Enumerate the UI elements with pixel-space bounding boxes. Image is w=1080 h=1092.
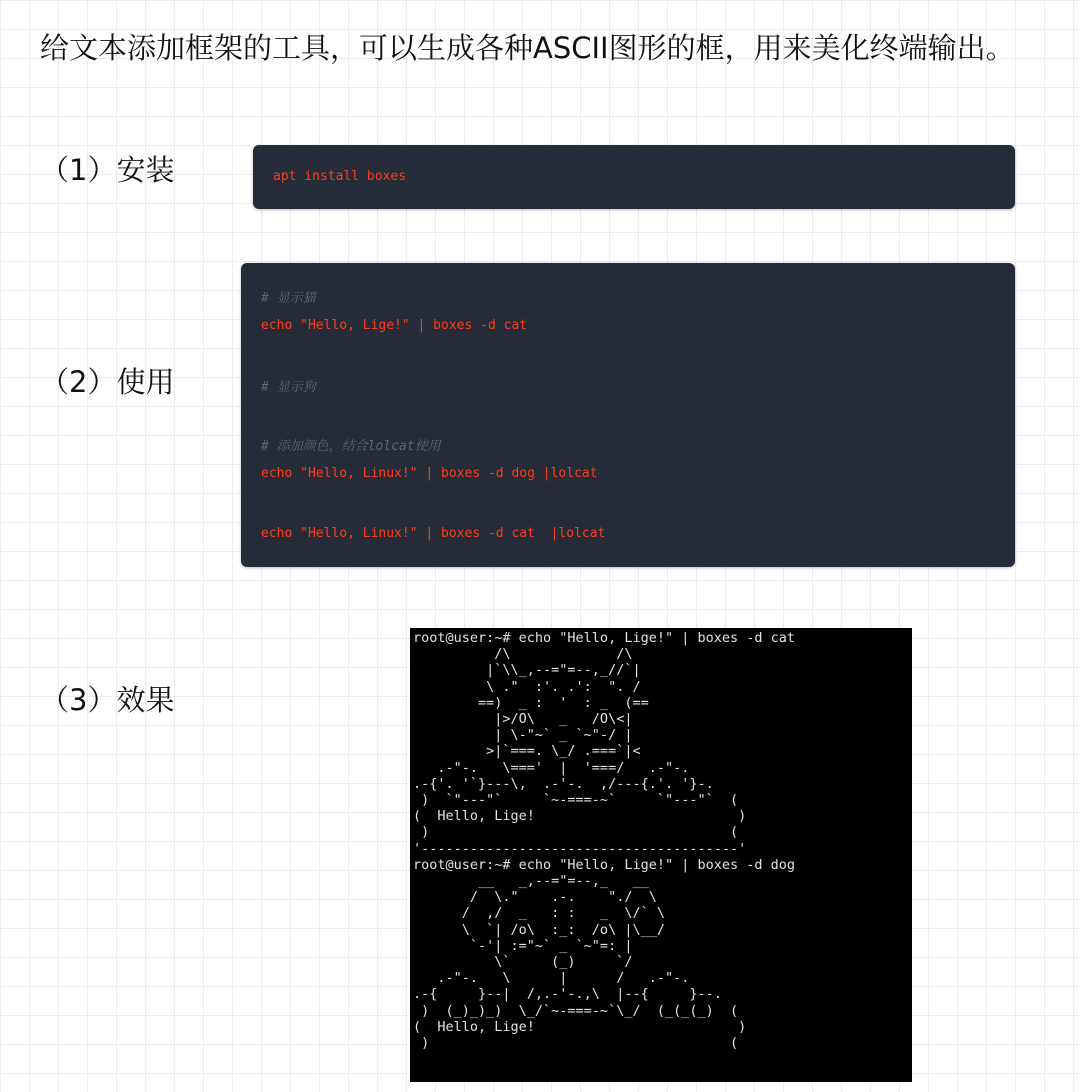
code-comment: # 显示猫 [261, 291, 316, 306]
install-code-block [253, 145, 1015, 209]
intro-paragraph: 给文本添加框架的工具，可以生成各种ASCII图形的框，用来美化终端输出。 [40, 31, 1015, 65]
step-effect-label: （3）效果 [40, 683, 175, 717]
code-command: echo "Hello, Lige!" | boxes -d cat [261, 318, 528, 333]
code-comment: # 显示狗 [261, 380, 316, 395]
step-install-label: （1）安装 [40, 153, 175, 187]
step-usage-label: （2）使用 [40, 365, 175, 399]
code-command: echo "Hello, Linux!" | boxes -d cat |lolcat [261, 526, 606, 541]
code-command: echo "Hello, Linux!" | boxes -d dog |lolcat [261, 466, 598, 481]
install-command: apt install boxes [273, 169, 407, 184]
terminal-output: root@user:~# echo "Hello, Lige!" | boxes -d cat /\ /\ |`\\_,--="=--,_//`| \ ." :'. .': ". / ==) _ : ' : _ (== |>/O\ _ /O\<| | \-"~` _ `~"-/ | >|`===. \_/ .===`|< .-"-. \===' | '===/ .-"-. .-{'. '`}---\, .-'-. ,/---{.'. '}-. ) `"---"` `~-===-~` `"---"` ( ( Hello, Lige! ) ) ( '---------------------------------------' root@user:~# echo "Hello, Lige!" | boxes -d dog __ _,--="=--,_ __ / \." .-. "./ \ / ,/ _ : : _ \/` \ \ `| /o\ :_: /o\ |\__/ `-'| :="~` _ `~"=: | \` (_) `/ .-"-. \ | / .-"-. .-{ }--| /,.-'-.,\ |--{ }--. ) (_)_)_) \_/`~-===-~`\_/ (_(_(_) ( ( Hello, Lige! ) ) ( [413, 630, 796, 1052]
terminal-screenshot [410, 628, 912, 1082]
code-comment: # 添加颜色，结合lolcat使用 [261, 439, 441, 454]
usage-code-block [241, 263, 1015, 567]
